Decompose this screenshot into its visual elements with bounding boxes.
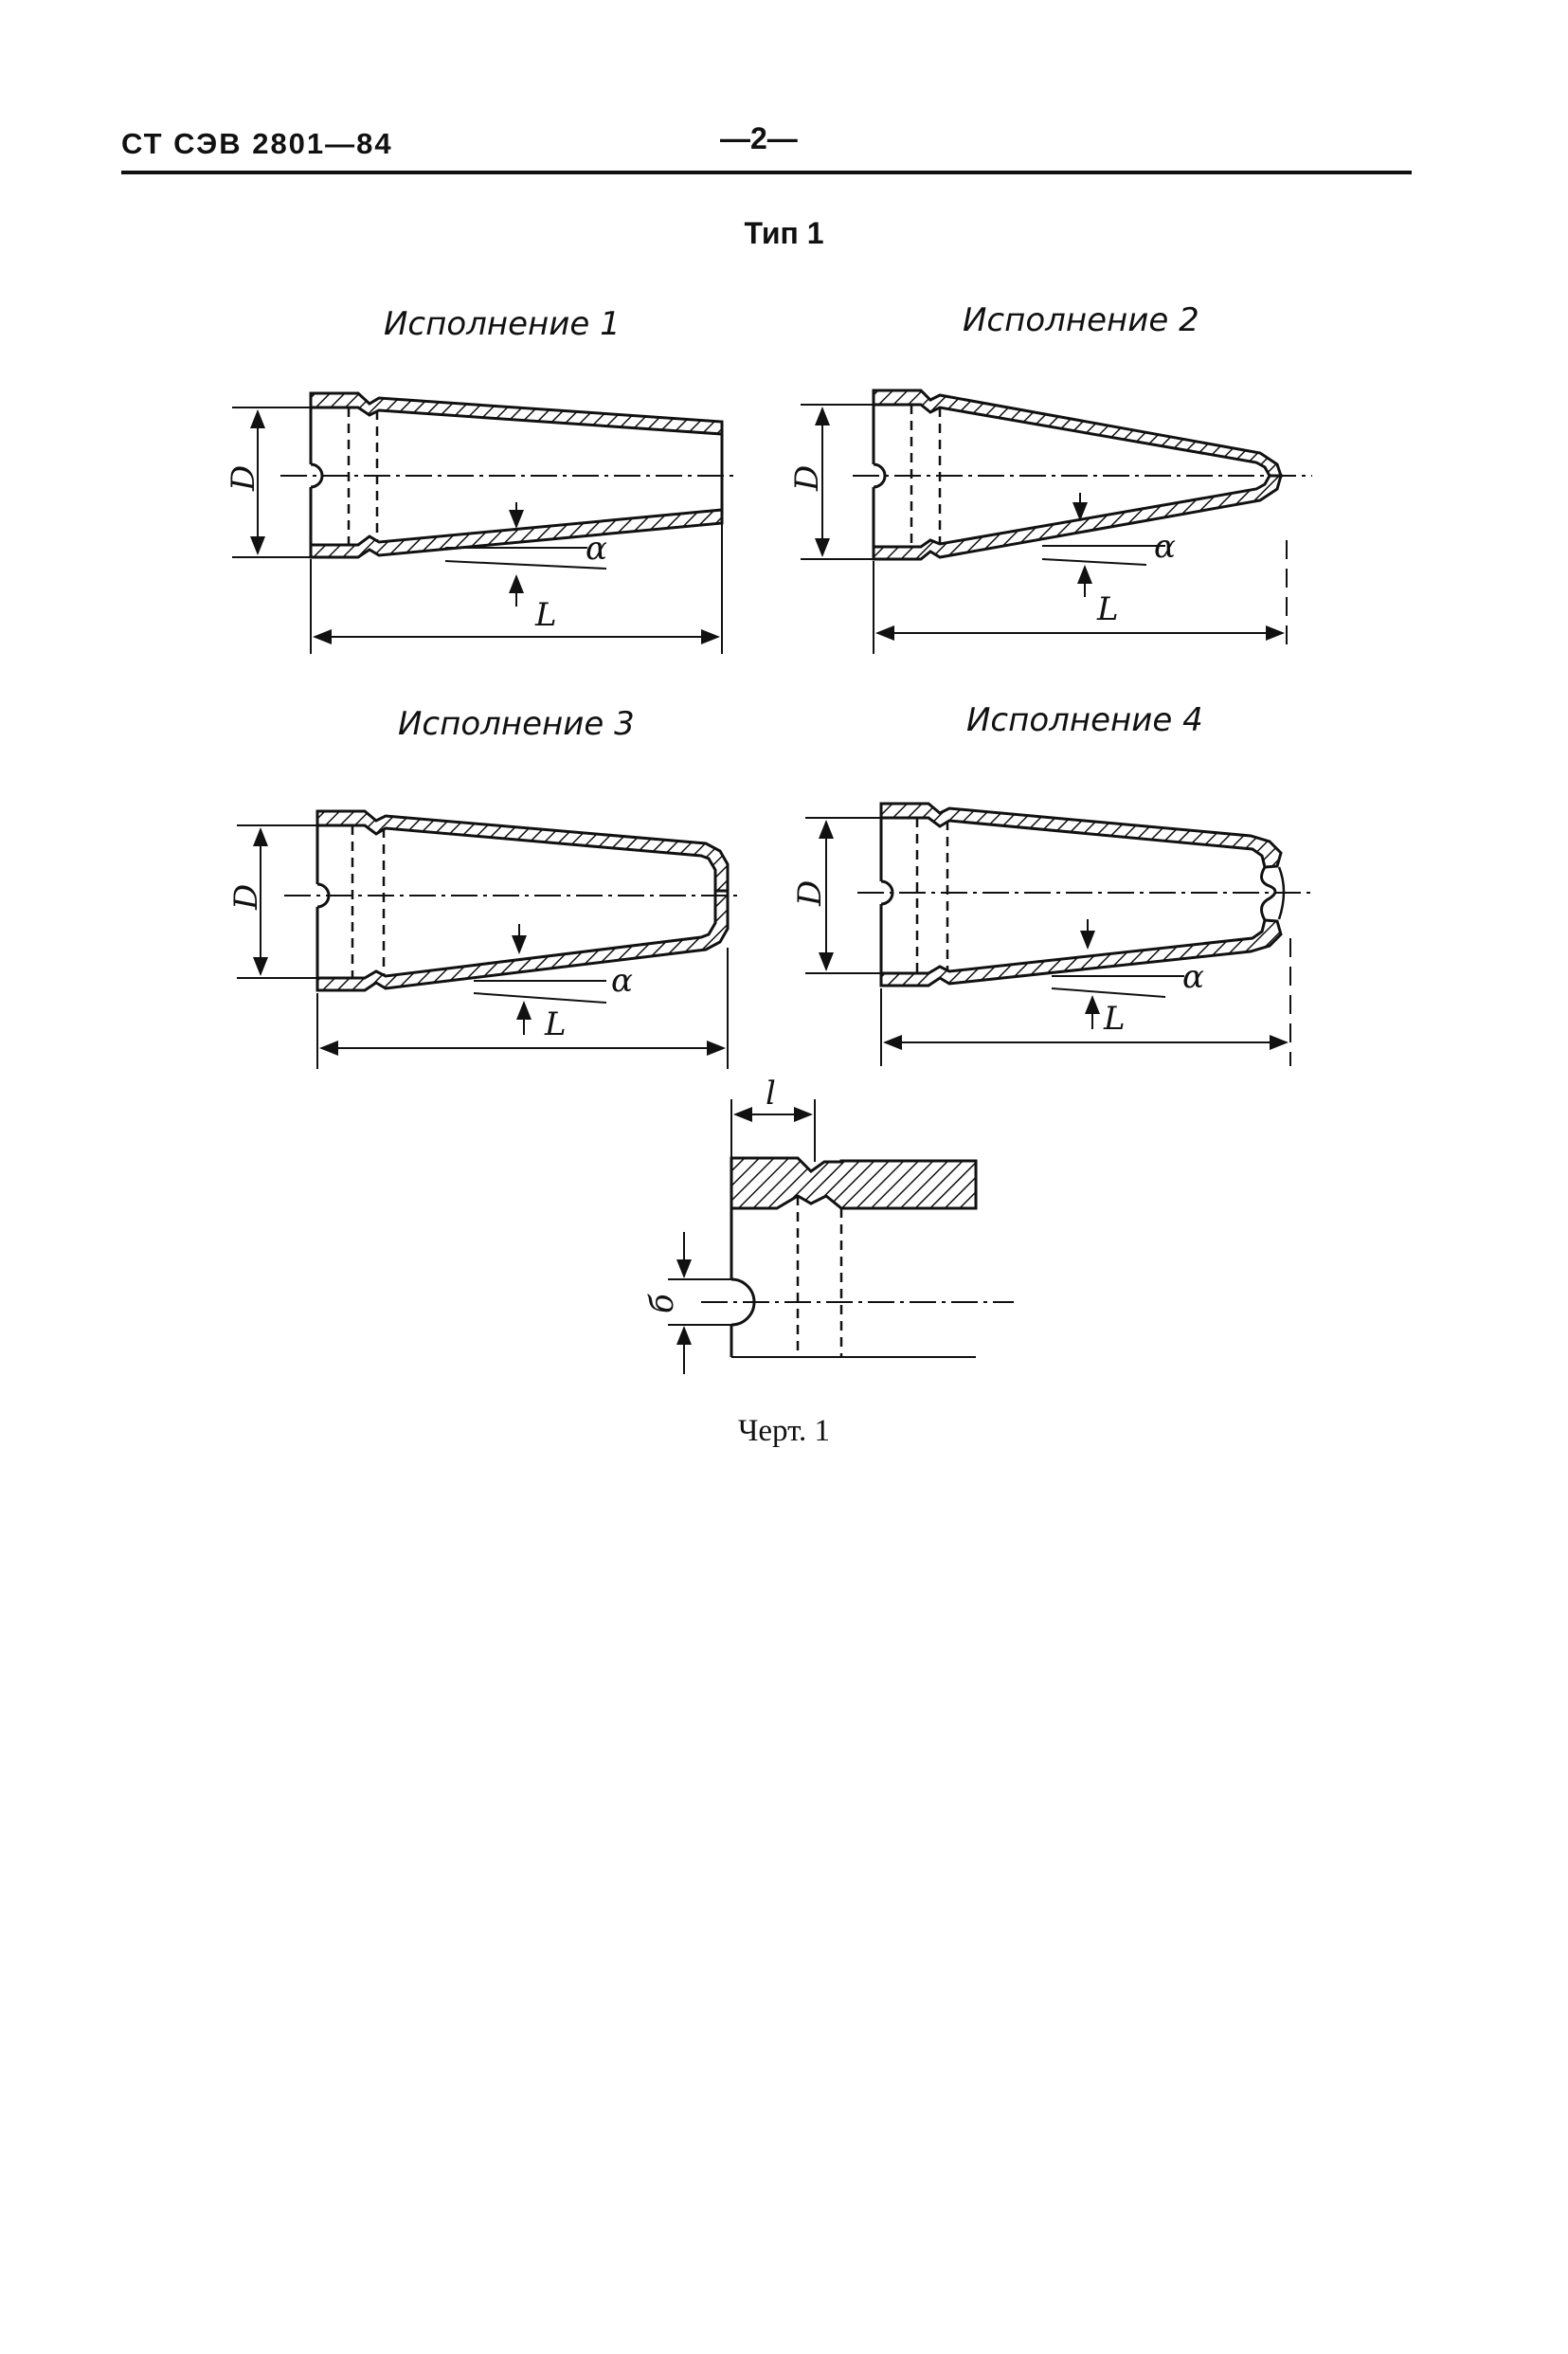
v3-dim-d: D <box>227 883 265 910</box>
v2-dim-d: D <box>788 464 826 491</box>
v4-dim-l: L <box>1104 1000 1126 1038</box>
detail-dim-b: б <box>643 1294 681 1313</box>
variant-2-drawing <box>801 390 1312 654</box>
type-title: Тип 1 <box>744 216 824 250</box>
v3-dim-alpha: α <box>611 962 633 1000</box>
v3-dim-l: L <box>545 1005 567 1043</box>
standard-code: СТ СЭВ 2801—84 <box>121 127 393 160</box>
figure-caption: Черт. 1 <box>737 1414 831 1448</box>
variant-3-drawing <box>237 811 739 1069</box>
v1-dim-alpha: α <box>586 530 607 568</box>
v4-dim-d: D <box>791 879 829 906</box>
variant-3-title: Исполнение 3 <box>398 705 635 743</box>
variant-4-drawing <box>805 804 1312 1066</box>
variant-1-drawing <box>232 393 734 654</box>
variant-2-title: Исполнение 2 <box>963 301 1199 339</box>
v2-dim-alpha: α <box>1154 528 1176 566</box>
detail-dim-l: l <box>766 1075 776 1113</box>
page-number: —2— <box>720 121 798 155</box>
v1-dim-d: D <box>225 464 262 491</box>
detail-drawing <box>668 1099 1014 1374</box>
v4-dim-alpha: α <box>1182 958 1204 996</box>
variant-4-title: Исполнение 4 <box>966 701 1203 739</box>
v2-dim-l: L <box>1097 590 1119 628</box>
variant-1-title: Исполнение 1 <box>384 305 621 343</box>
v1-dim-l: L <box>535 596 557 634</box>
